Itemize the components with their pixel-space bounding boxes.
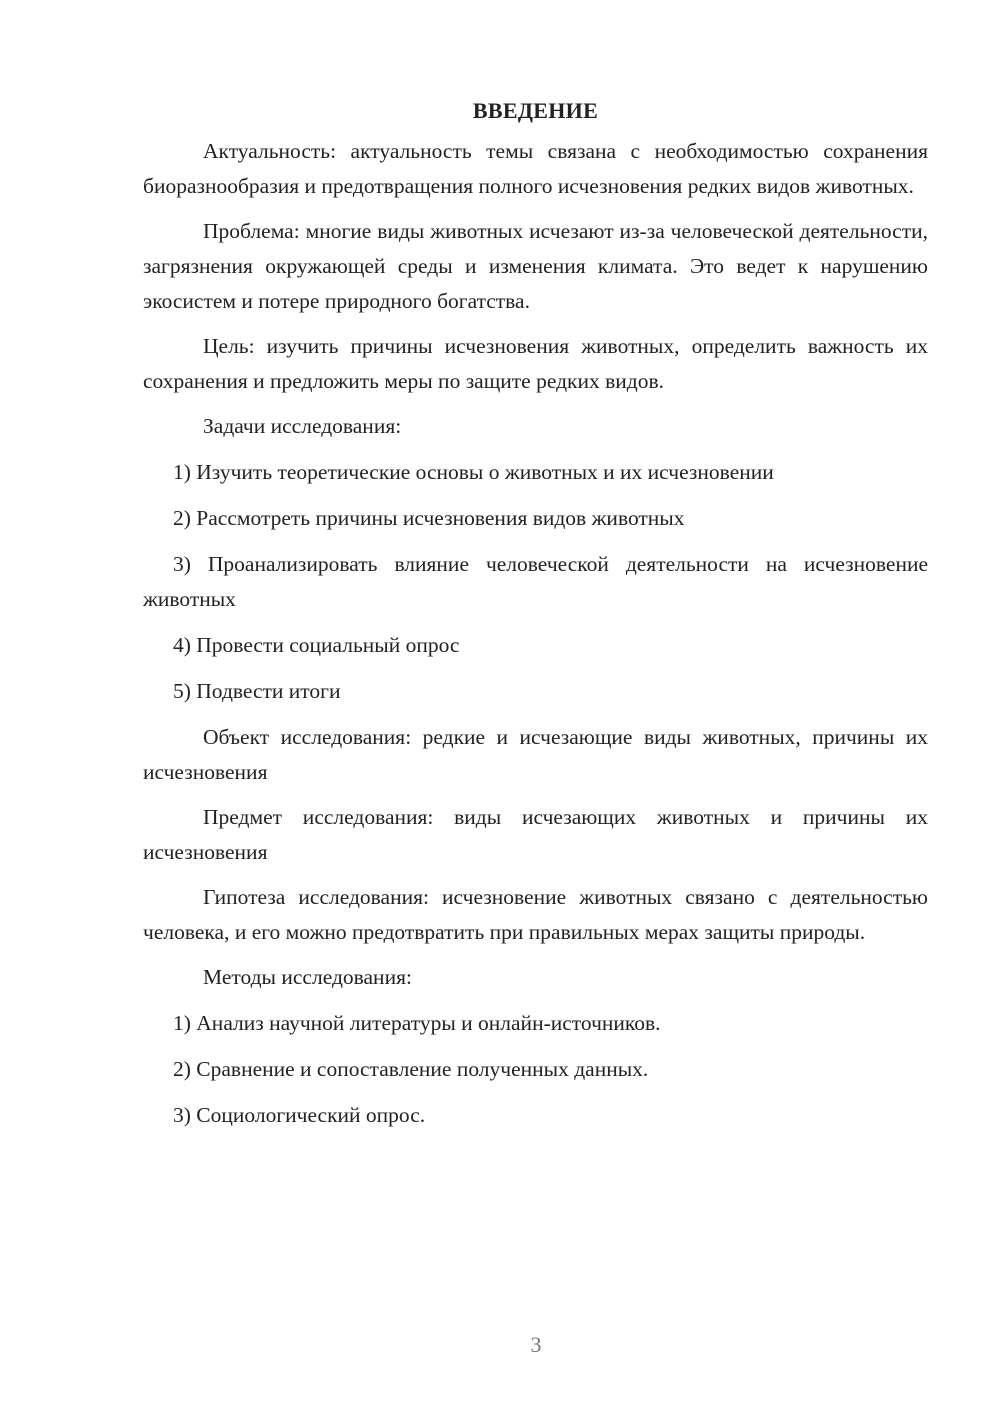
task-item-2: 2) Рассмотреть причины исчезновения видов животных xyxy=(173,506,685,530)
tasks-heading: Задачи исследования: xyxy=(203,414,402,438)
task-item-3: 3) Проанализировать влияние человеческой деятельности на исчезновение животных xyxy=(143,552,928,611)
object-paragraph: Объект исследования: редкие и исчезающие виды животных, причины их исчезновения xyxy=(143,725,928,784)
section-title: ВВЕДЕНИЕ xyxy=(472,98,599,123)
method-item-3: 3) Социологический опрос. xyxy=(173,1103,426,1127)
hypothesis-paragraph: Гипотеза исследования: исчезновение животных связано с деятельностью человека, и его можно предотвратить при правильных мерах защиты природы. xyxy=(143,885,928,944)
page-number: 3 xyxy=(530,1332,542,1357)
method-item-1: 1) Анализ научной литературы и онлайн-источников. xyxy=(173,1011,661,1035)
task-item-1: 1) Изучить теоретические основы о животных и их исчезновении xyxy=(173,460,774,484)
relevance-paragraph: Актуальность: актуальность темы связана с необходимостью сохранения биоразнообразия и предотвращения полного исчезновения редких видов животных. xyxy=(143,139,928,198)
problem-paragraph: Проблема: многие виды животных исчезают из-за человеческой деятельности, загрязнения окружающей среды и изменения климата. Это ведет к нарушению экосистем и потере природного богатства. xyxy=(143,219,928,313)
task-item-4: 4) Провести социальный опрос xyxy=(173,633,460,657)
subject-paragraph: Предмет исследования: виды исчезающих животных и причины их исчезновения xyxy=(143,805,928,864)
method-item-2: 2) Сравнение и сопоставление полученных данных. xyxy=(173,1057,649,1081)
methods-heading: Методы исследования: xyxy=(203,965,412,989)
task-item-5: 5) Подвести итоги xyxy=(173,679,341,703)
goal-paragraph: Цель: изучить причины исчезновения животных, определить важность их сохранения и предложить меры по защите редких видов. xyxy=(143,334,928,393)
page-content xyxy=(143,94,928,1144)
